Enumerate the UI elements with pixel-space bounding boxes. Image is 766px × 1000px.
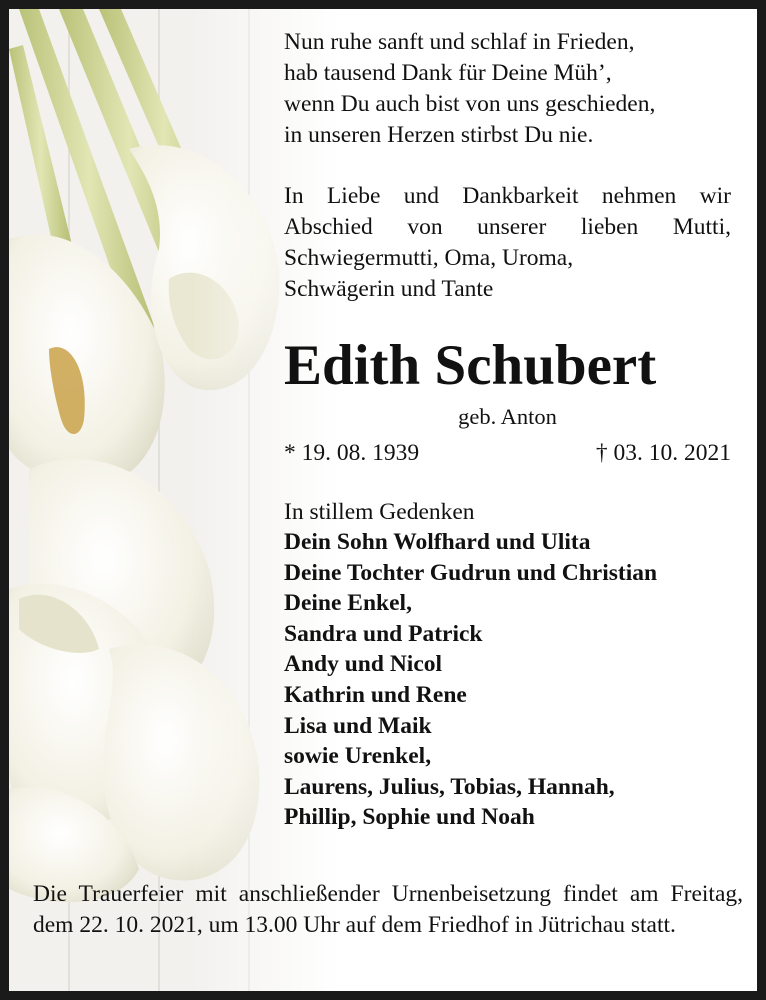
poem-line: hab tausend Dank für Deine Müh’,	[284, 60, 612, 86]
mourner-line: Dein Sohn Wolfhard und Ulita	[284, 529, 591, 555]
death-date: † 03. 10. 2021	[595, 440, 731, 466]
mourner-line: Deine Enkel,	[284, 590, 412, 617]
main-text	[284, 27, 731, 833]
maiden-name: geb. Anton	[458, 404, 557, 429]
mourners	[284, 497, 731, 833]
poem-line: wenn Du auch bist von uns geschieden,	[284, 91, 656, 117]
mourner-line: Sandra und Patrick	[284, 620, 483, 647]
mourner-line: sowie Urenkel,	[284, 743, 432, 770]
birth-date: * 19. 08. 1939	[284, 440, 420, 466]
mourner-line: Laurens, Julius, Tobias, Hannah,	[284, 773, 615, 800]
mourner-line: Lisa und Maik	[284, 712, 432, 739]
poem-line: Nun ruhe sanft und schlaf in Frieden,	[284, 29, 635, 55]
mourner-line: Kathrin und Rene	[284, 681, 467, 708]
mourner-line: Andy und Nicol	[284, 651, 443, 678]
life-dates	[284, 437, 731, 469]
farewell-last-line: Schwägerin und Tante	[284, 276, 494, 302]
deceased-name: Edith Schubert	[284, 334, 657, 397]
farewell-text: In Liebe und Dankbarkeit nehmen wir Abschied von unserer lieben Mutti, Schwiegermutti, Oma, Uroma,	[284, 183, 731, 271]
mourner-line: Phillip, Sophie und Noah	[284, 804, 535, 831]
poem-line: in unseren Herzen stirbst Du nie.	[284, 122, 594, 148]
mourners-lead: In stillem Gedenken	[284, 499, 475, 525]
mourner-line: Deine Tochter Gudrun und Christian	[284, 559, 658, 586]
funeral-notice: Die Trauerfeier mit anschließender Urnenbeisetzung findet am Freitag, dem 22. 10. 2021, um 13.00 Uhr auf dem Friedhof in Jütrichau statt.	[33, 881, 743, 938]
farewell-intro	[284, 181, 731, 305]
poem	[284, 27, 731, 151]
